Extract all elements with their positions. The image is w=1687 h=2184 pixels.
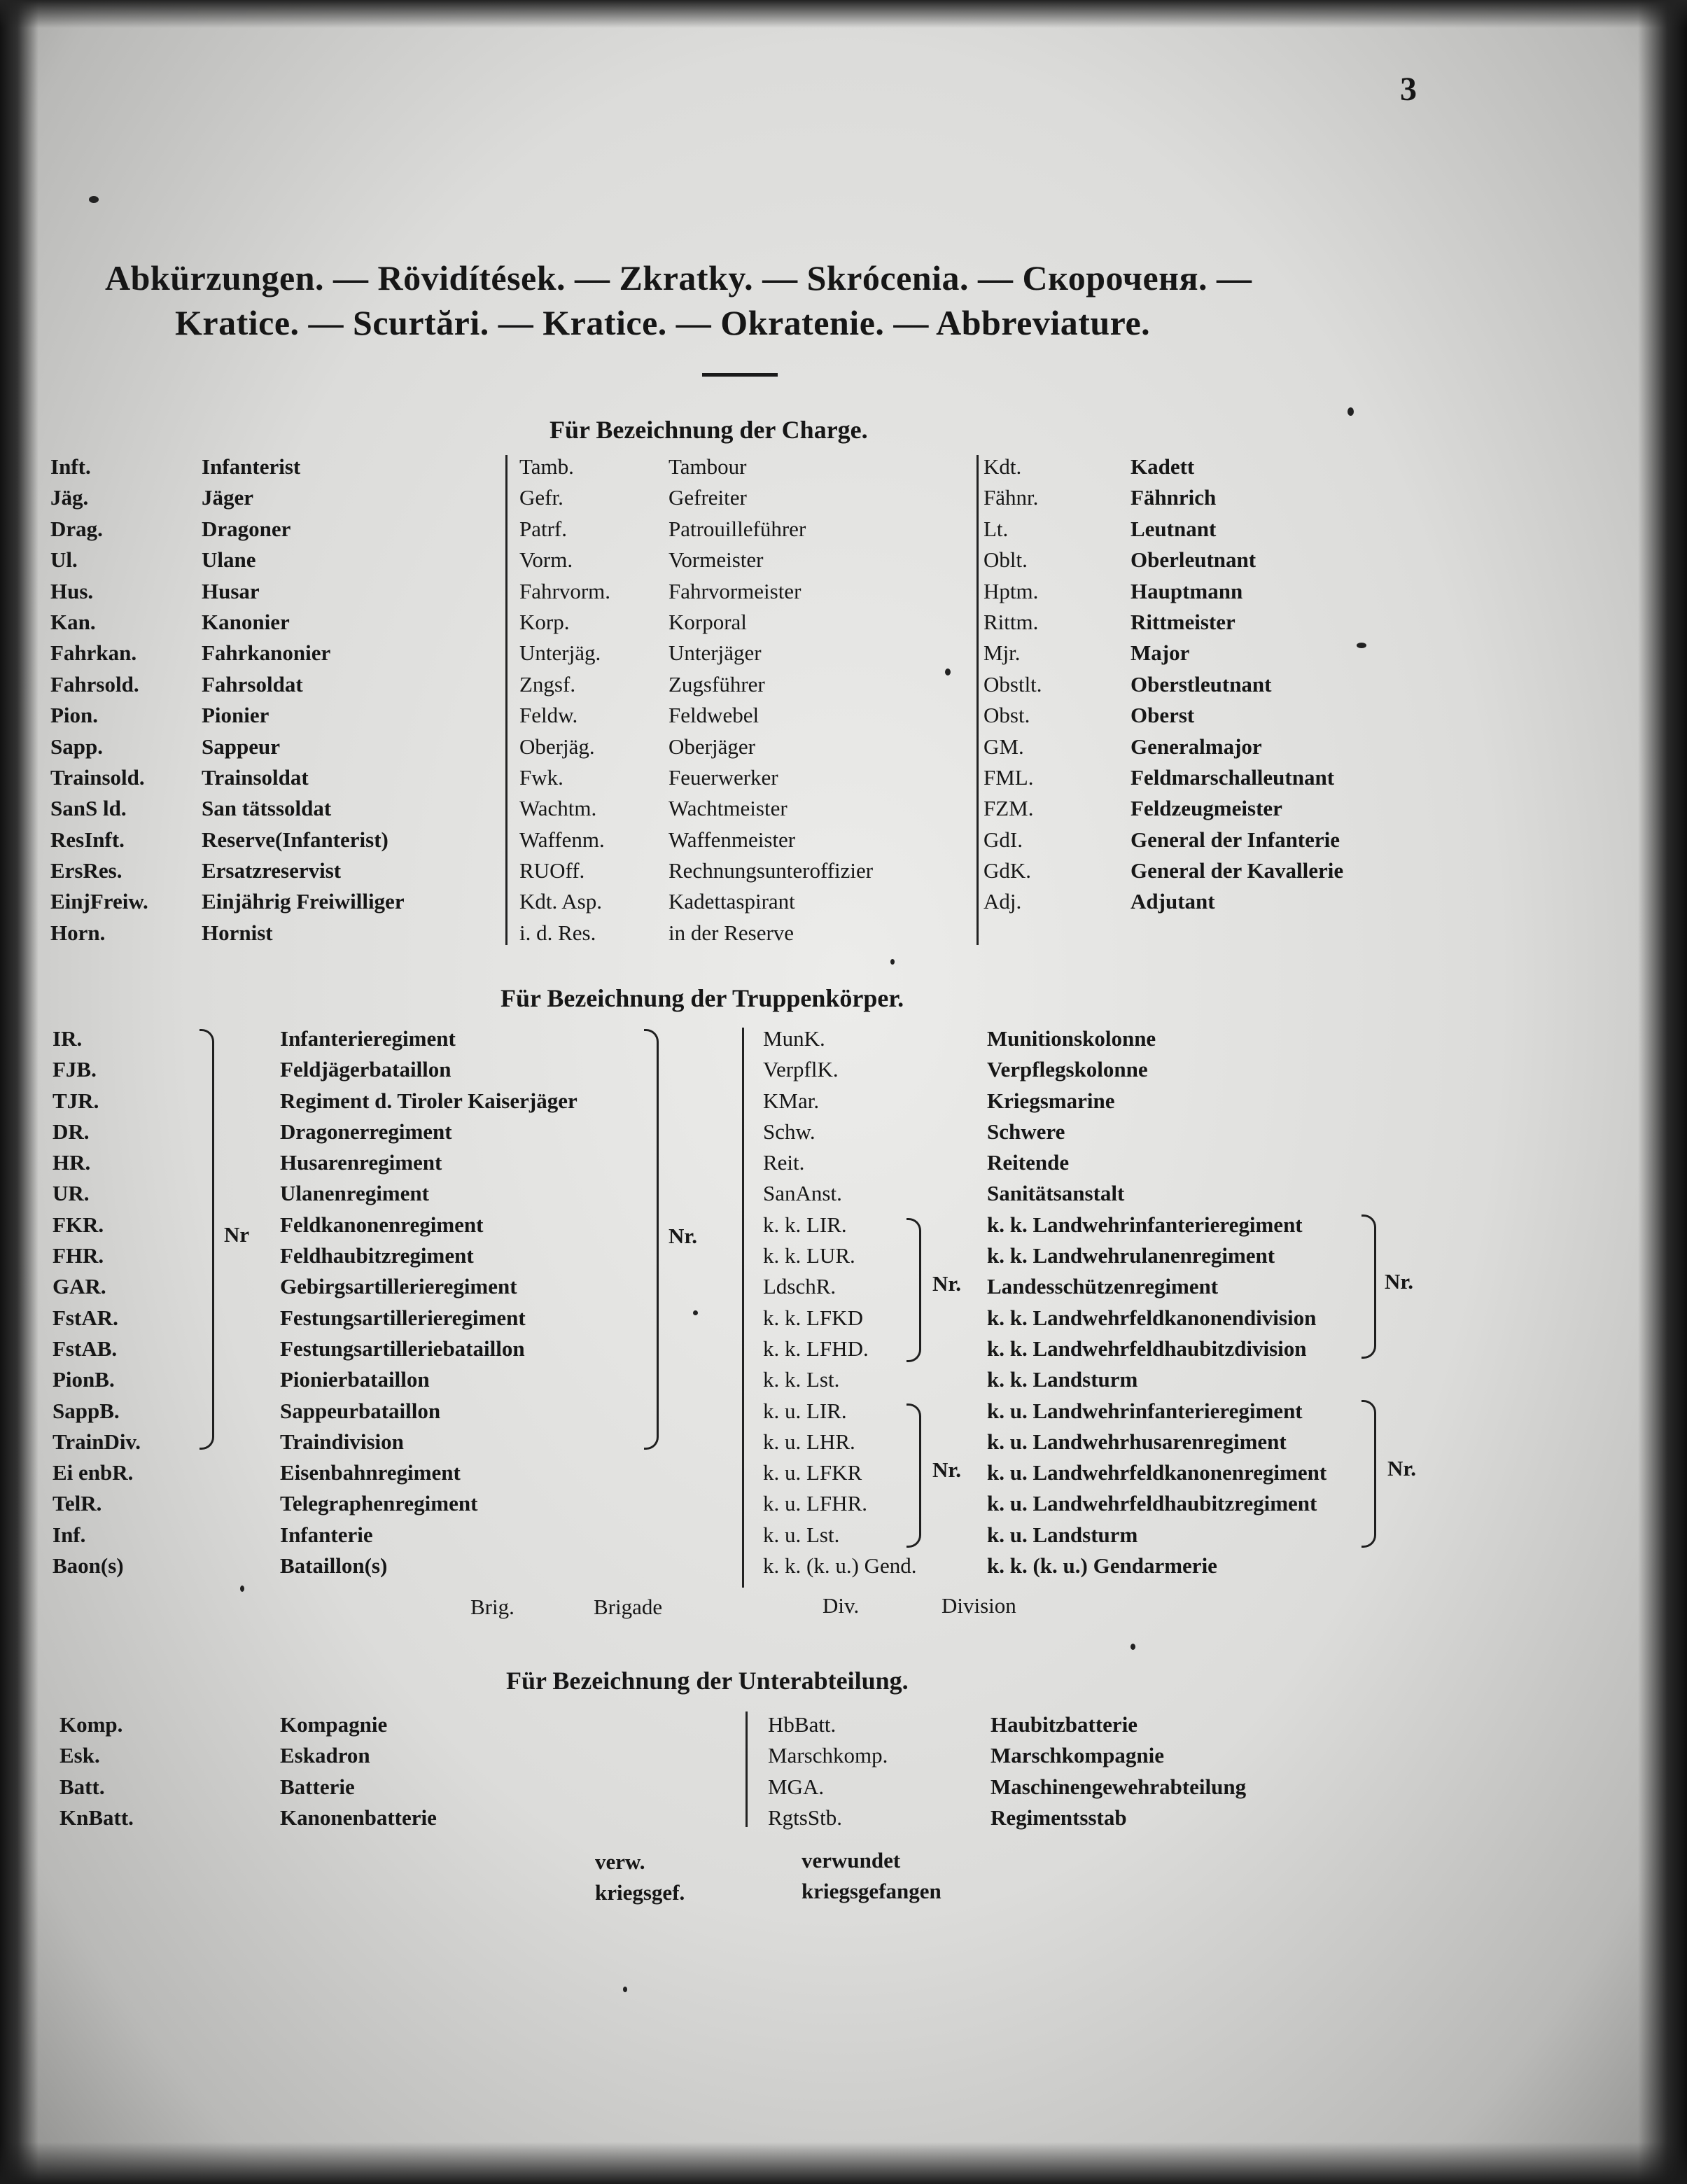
truppen-abbr: k. u. Lst. bbox=[763, 1522, 840, 1547]
charge-abbr: Inft. bbox=[50, 454, 91, 479]
charge-full: Oberst bbox=[1130, 703, 1195, 728]
charge-abbr: Fahrkan. bbox=[50, 640, 137, 666]
charge-abbr: ErsRes. bbox=[50, 858, 122, 883]
title-rule bbox=[702, 373, 778, 377]
charge-abbr: Sapp. bbox=[50, 734, 103, 759]
brace-inner-1 bbox=[906, 1218, 921, 1362]
charge-abbr: Waffenm. bbox=[519, 827, 605, 852]
charge-full: Jäger bbox=[202, 485, 254, 510]
charge-full: Tambour bbox=[668, 454, 747, 479]
truppen-full: k. u. Landsturm bbox=[987, 1522, 1138, 1547]
truppen-full: k. k. Landwehrfeldhaubitzdivision bbox=[987, 1336, 1307, 1361]
truppen-left-full-list bbox=[280, 1023, 578, 1581]
truppen-full: Munitionskolonne bbox=[987, 1026, 1156, 1051]
charge-full: Kanonier bbox=[202, 609, 290, 634]
truppen-right-abbr-list bbox=[763, 1023, 917, 1581]
truppen-abbr: UR. bbox=[52, 1181, 90, 1206]
charge-full: San tätssoldat bbox=[202, 796, 332, 821]
unter-abbr: Marschkomp. bbox=[768, 1743, 888, 1768]
truppen-full: Festungsartilleriebataillon bbox=[280, 1336, 525, 1361]
truppen-right-full-list bbox=[987, 1023, 1326, 1581]
truppen-full: Ulanenregiment bbox=[280, 1181, 429, 1206]
truppen-full: Feldkanonenregiment bbox=[280, 1212, 484, 1237]
truppen-full: k. k. Landsturm bbox=[987, 1367, 1138, 1392]
truppen-full: Sappeurbataillon bbox=[280, 1398, 441, 1423]
title-line-1: Abkürzungen. — Rövidítések. — Zkratky. — Skrócenia. — Скороченя. — bbox=[105, 258, 1252, 298]
charge-full: Fahrsoldat bbox=[202, 671, 303, 696]
charge-full: Oberstleutnant bbox=[1130, 671, 1272, 696]
truppen-abbr: SappB. bbox=[52, 1398, 120, 1423]
charge-abbr: Jäg. bbox=[50, 485, 89, 510]
charge-full: Reserve(Infanterist) bbox=[202, 827, 388, 852]
charge-abbr: GdI. bbox=[983, 827, 1023, 852]
scan-speck bbox=[945, 668, 951, 676]
scan-edge-top bbox=[0, 0, 1687, 28]
scan-edge-bottom bbox=[0, 2142, 1687, 2184]
kgf-abbr: kriegsgef. bbox=[595, 1880, 685, 1905]
charge-abbr: Zngsf. bbox=[519, 671, 576, 696]
charge-full: Korporal bbox=[668, 609, 747, 634]
truppen-full: k. k. (k. u.) Gendarmerie bbox=[987, 1553, 1217, 1578]
truppen-abbr: GAR. bbox=[52, 1274, 106, 1299]
truppen-full: Gebirgsartillerieregiment bbox=[280, 1274, 517, 1299]
column-divider bbox=[746, 1712, 748, 1827]
unter-left-abbr-list bbox=[59, 1709, 134, 1833]
charge-full: Feldmarschalleutnant bbox=[1130, 764, 1335, 790]
charge-abbr: Oberjäg. bbox=[519, 734, 595, 759]
nr-label: Nr. bbox=[932, 1271, 962, 1296]
charge-abbr: FZM. bbox=[983, 796, 1034, 821]
charge-abbr: Fahrvorm. bbox=[519, 578, 611, 603]
truppen-abbr: Baon(s) bbox=[52, 1553, 124, 1578]
truppen-abbr: Reit. bbox=[763, 1150, 805, 1175]
column-divider bbox=[976, 455, 979, 945]
scan-speck bbox=[693, 1310, 698, 1315]
unter-left-full-list bbox=[280, 1709, 437, 1833]
brace-left bbox=[200, 1029, 214, 1450]
charge-abbr: FML. bbox=[983, 764, 1034, 790]
charge-abbr: Mjr. bbox=[983, 640, 1021, 666]
truppen-abbr: k. k. LFKD bbox=[763, 1305, 863, 1330]
scan-edge-right bbox=[1638, 0, 1687, 2184]
brace-inner-2 bbox=[906, 1404, 921, 1548]
section-heading-charge: Für Bezeichnung der Charge. bbox=[550, 416, 868, 444]
charge-full: Fahrkanonier bbox=[202, 640, 331, 666]
page-number: 3 bbox=[1400, 71, 1417, 108]
truppen-abbr: HR. bbox=[52, 1150, 91, 1175]
scan-speck bbox=[89, 196, 99, 203]
verw-abbr: verw. bbox=[595, 1849, 645, 1874]
nr-label: Nr. bbox=[932, 1457, 962, 1482]
charge-abbr: Unterjäg. bbox=[519, 640, 601, 666]
truppen-abbr: VerpflK. bbox=[763, 1057, 839, 1082]
unter-right-abbr-list bbox=[768, 1709, 888, 1833]
charge-abbr: Feldw. bbox=[519, 703, 578, 728]
charge-full: Dragoner bbox=[202, 516, 291, 541]
charge-col3-abbr-list bbox=[983, 451, 1042, 918]
truppen-abbr: k. k. (k. u.) Gend. bbox=[763, 1553, 917, 1578]
truppen-full: Schwere bbox=[987, 1119, 1065, 1144]
charge-col1-full-list bbox=[202, 451, 405, 948]
charge-abbr: Hptm. bbox=[983, 578, 1039, 603]
charge-abbr: Obst. bbox=[983, 703, 1030, 728]
charge-full: General der Infanterie bbox=[1130, 827, 1340, 852]
charge-full: Adjutant bbox=[1130, 889, 1215, 914]
truppen-abbr: SanAnst. bbox=[763, 1181, 842, 1206]
truppen-abbr: k. k. Lst. bbox=[763, 1367, 840, 1392]
charge-abbr: Vorm. bbox=[519, 547, 573, 573]
charge-abbr: Drag. bbox=[50, 516, 103, 541]
charge-full: Oberjäger bbox=[668, 734, 755, 759]
div-abbr: Div. bbox=[822, 1593, 860, 1618]
truppen-abbr: k. k. LIR. bbox=[763, 1212, 847, 1237]
unter-right-full-list bbox=[990, 1709, 1246, 1833]
charge-full: Waffenmeister bbox=[668, 827, 796, 852]
unter-abbr: Batt. bbox=[59, 1774, 105, 1799]
truppen-full: k. k. Landwehrinfanterieregiment bbox=[987, 1212, 1303, 1237]
charge-full: Feldwebel bbox=[668, 703, 760, 728]
truppen-abbr: k. k. LFHD. bbox=[763, 1336, 869, 1361]
div-full: Division bbox=[941, 1593, 1016, 1618]
truppen-left-abbr-list bbox=[52, 1023, 141, 1581]
charge-abbr: GM. bbox=[983, 734, 1024, 759]
truppen-full: Regiment d. Tiroler Kaiserjäger bbox=[280, 1088, 578, 1113]
charge-full: Ulane bbox=[202, 547, 256, 573]
truppen-full: Infanterieregiment bbox=[280, 1026, 456, 1051]
charge-abbr: Obstlt. bbox=[983, 671, 1042, 696]
charge-full: Trainsoldat bbox=[202, 764, 309, 790]
charge-col3-full-list bbox=[1130, 451, 1343, 918]
charge-full: Sappeur bbox=[202, 734, 280, 759]
truppen-abbr: PionB. bbox=[52, 1367, 115, 1392]
scan-speck bbox=[240, 1586, 244, 1592]
truppen-abbr: FHR. bbox=[52, 1243, 104, 1268]
truppen-full: Kriegsmarine bbox=[987, 1088, 1115, 1113]
unter-abbr: MGA. bbox=[768, 1774, 825, 1799]
charge-full: Leutnant bbox=[1130, 516, 1217, 541]
truppen-full: k. u. Landwehrfeldkanonenregiment bbox=[987, 1460, 1327, 1485]
nr-label: Nr. bbox=[1387, 1456, 1417, 1480]
truppen-full: Eisenbahnregiment bbox=[280, 1460, 461, 1485]
truppen-full: Reitende bbox=[987, 1150, 1070, 1175]
truppen-full: Verpflegskolonne bbox=[987, 1057, 1148, 1082]
truppen-full: Bataillon(s) bbox=[280, 1553, 388, 1578]
truppen-abbr: TrainDiv. bbox=[52, 1429, 141, 1454]
truppen-abbr: k. u. LFHR. bbox=[763, 1491, 867, 1516]
nr-label: Nr bbox=[224, 1222, 250, 1247]
charge-abbr: Gefr. bbox=[519, 485, 564, 510]
charge-abbr: Oblt. bbox=[983, 547, 1028, 573]
charge-full: Rittmeister bbox=[1130, 609, 1236, 634]
unter-full: Kanonenbatterie bbox=[280, 1805, 437, 1830]
charge-abbr: Korp. bbox=[519, 609, 570, 634]
charge-full: in der Reserve bbox=[668, 920, 794, 945]
truppen-abbr: DR. bbox=[52, 1119, 90, 1144]
scan-edge-left bbox=[0, 0, 38, 2184]
charge-full: Patrouilleführer bbox=[668, 516, 806, 541]
scan-speck bbox=[1130, 1644, 1135, 1650]
unter-abbr: KnBatt. bbox=[59, 1805, 134, 1830]
charge-abbr: Trainsold. bbox=[50, 764, 145, 790]
truppen-full: Festungsartillerieregiment bbox=[280, 1305, 526, 1330]
unter-full: Haubitzbatterie bbox=[990, 1712, 1138, 1737]
charge-full: Feuerwerker bbox=[668, 764, 778, 790]
brace-middle bbox=[644, 1029, 659, 1450]
truppen-full: Dragonerregiment bbox=[280, 1119, 452, 1144]
scan-speck bbox=[623, 1987, 627, 1992]
truppen-abbr: Schw. bbox=[763, 1119, 816, 1144]
charge-abbr: Wachtm. bbox=[519, 796, 597, 821]
charge-abbr: Fahrsold. bbox=[50, 671, 139, 696]
truppen-full: Pionierbataillon bbox=[280, 1367, 430, 1392]
truppen-abbr: k. u. LHR. bbox=[763, 1429, 855, 1454]
charge-abbr: RUOff. bbox=[519, 858, 585, 883]
truppen-abbr: TJR. bbox=[52, 1088, 99, 1113]
unter-full: Marschkompagnie bbox=[990, 1743, 1164, 1768]
title-line-2: Kratice. — Scurtări. — Kratice. — Okratenie. — Abbreviature. bbox=[175, 303, 1151, 342]
charge-col1-abbr-list bbox=[50, 451, 148, 948]
column-divider bbox=[742, 1028, 744, 1588]
brace-outer-1 bbox=[1362, 1214, 1376, 1359]
charge-full: Feldzeugmeister bbox=[1130, 796, 1282, 821]
scan-speck bbox=[1348, 407, 1354, 416]
scan-speck bbox=[890, 959, 895, 965]
charge-full: Einjährig Freiwilliger bbox=[202, 889, 405, 914]
charge-abbr: SanS ld. bbox=[50, 796, 127, 821]
charge-full: General der Kavallerie bbox=[1130, 858, 1344, 883]
charge-abbr: Lt. bbox=[983, 516, 1009, 541]
truppen-abbr: FstAR. bbox=[52, 1305, 118, 1330]
truppen-full: k. k. Landwehrfeldkanonendivision bbox=[987, 1305, 1317, 1330]
section-heading-unter: Für Bezeichnung der Unterabteilung. bbox=[506, 1667, 909, 1695]
kgf-full: kriegsgefangen bbox=[802, 1879, 941, 1903]
column-divider bbox=[505, 455, 507, 945]
charge-abbr: Kdt. Asp. bbox=[519, 889, 602, 914]
truppen-abbr: FKR. bbox=[52, 1212, 104, 1237]
truppen-full: k. u. Landwehrfeldhaubitzregiment bbox=[987, 1491, 1317, 1516]
charge-abbr: Rittm. bbox=[983, 609, 1039, 634]
charge-full: Kadettaspirant bbox=[668, 889, 795, 914]
truppen-full: Infanterie bbox=[280, 1522, 373, 1547]
charge-abbr: Fähnr. bbox=[983, 485, 1039, 510]
truppen-full: Feldjägerbataillon bbox=[280, 1057, 451, 1082]
truppen-abbr: k. u. LFKR bbox=[763, 1460, 862, 1485]
truppen-full: k. u. Landwehrinfanterieregiment bbox=[987, 1398, 1303, 1423]
truppen-full: k. u. Landwehrhusarenregiment bbox=[987, 1429, 1287, 1454]
charge-abbr: GdK. bbox=[983, 858, 1032, 883]
charge-abbr: Horn. bbox=[50, 920, 106, 945]
charge-col2-abbr-list bbox=[519, 451, 610, 948]
charge-full: Ersatzreservist bbox=[202, 858, 342, 883]
truppen-full: Sanitätsanstalt bbox=[987, 1181, 1125, 1206]
charge-abbr: Fwk. bbox=[519, 764, 564, 790]
truppen-abbr: LdschR. bbox=[763, 1274, 836, 1299]
truppen-full: Telegraphenregiment bbox=[280, 1491, 478, 1516]
charge-abbr: ResInft. bbox=[50, 827, 125, 852]
truppen-abbr: TelR. bbox=[52, 1491, 102, 1516]
unter-abbr: Komp. bbox=[59, 1712, 123, 1737]
charge-full: Oberleutnant bbox=[1130, 547, 1256, 573]
brig-full: Brigade bbox=[594, 1595, 663, 1619]
truppen-abbr: FJB. bbox=[52, 1057, 97, 1082]
charge-abbr: Adj. bbox=[983, 889, 1022, 914]
charge-abbr: Patrf. bbox=[519, 516, 568, 541]
truppen-abbr: k. k. LUR. bbox=[763, 1243, 855, 1268]
charge-full: Rechnungsunteroffizier bbox=[668, 858, 874, 883]
charge-abbr: Ul. bbox=[50, 547, 78, 573]
charge-abbr: Hus. bbox=[50, 578, 94, 603]
nr-label: Nr. bbox=[1385, 1269, 1414, 1294]
verw-full: verwundet bbox=[802, 1848, 901, 1872]
charge-full: Kadett bbox=[1130, 454, 1195, 479]
unter-full: Eskadron bbox=[280, 1743, 370, 1768]
truppen-abbr: IR. bbox=[52, 1026, 83, 1051]
scan-speck bbox=[1357, 643, 1366, 648]
charge-col2-full-list bbox=[668, 451, 873, 948]
charge-full: Gefreiter bbox=[668, 485, 747, 510]
unter-abbr: RgtsStb. bbox=[768, 1805, 842, 1830]
charge-full: Wachtmeister bbox=[668, 796, 788, 821]
charge-full: Hornist bbox=[202, 920, 273, 945]
charge-full: Zugsführer bbox=[668, 671, 765, 696]
truppen-full: Feldhaubitzregiment bbox=[280, 1243, 474, 1268]
truppen-abbr: FstAB. bbox=[52, 1336, 118, 1361]
charge-full: Fähnrich bbox=[1130, 485, 1217, 510]
nr-label: Nr. bbox=[668, 1224, 698, 1248]
brace-outer-2 bbox=[1362, 1400, 1376, 1548]
truppen-abbr: KMar. bbox=[763, 1088, 820, 1113]
truppen-full: Traindivision bbox=[280, 1429, 404, 1454]
charge-abbr: i. d. Res. bbox=[519, 920, 596, 945]
unter-abbr: Esk. bbox=[59, 1743, 100, 1768]
unter-full: Maschinengewehrabteilung bbox=[990, 1774, 1247, 1799]
truppen-full: Landesschützenregiment bbox=[987, 1274, 1219, 1299]
section-heading-truppen: Für Bezeichnung der Truppenkörper. bbox=[500, 984, 904, 1012]
charge-abbr: EinjFreiw. bbox=[50, 889, 148, 914]
charge-full: Pionier bbox=[202, 703, 270, 728]
unter-full: Regimentsstab bbox=[990, 1805, 1127, 1830]
truppen-full: k. k. Landwehrulanenregiment bbox=[987, 1243, 1275, 1268]
charge-full: Major bbox=[1130, 640, 1190, 666]
truppen-abbr: k. u. LIR. bbox=[763, 1398, 847, 1423]
unter-full: Batterie bbox=[280, 1774, 355, 1799]
unter-abbr: HbBatt. bbox=[768, 1712, 836, 1737]
charge-abbr: Tamb. bbox=[519, 454, 574, 479]
charge-abbr: Pion. bbox=[50, 703, 99, 728]
truppen-abbr: MunK. bbox=[763, 1026, 825, 1051]
charge-full: Generalmajor bbox=[1130, 734, 1262, 759]
charge-abbr: Kdt. bbox=[983, 454, 1022, 479]
charge-full: Husar bbox=[202, 578, 260, 603]
truppen-abbr: Ei enbR. bbox=[52, 1460, 134, 1485]
truppen-abbr: Inf. bbox=[52, 1522, 86, 1547]
charge-full: Infanterist bbox=[202, 454, 301, 479]
charge-full: Vormeister bbox=[668, 547, 764, 573]
charge-full: Unterjäger bbox=[668, 640, 762, 666]
truppen-full: Husarenregiment bbox=[280, 1150, 442, 1175]
charge-abbr: Kan. bbox=[50, 609, 96, 634]
charge-full: Hauptmann bbox=[1130, 578, 1243, 603]
brig-abbr: Brig. bbox=[470, 1595, 514, 1619]
charge-full: Fahrvormeister bbox=[668, 578, 802, 603]
unter-full: Kompagnie bbox=[280, 1712, 388, 1737]
